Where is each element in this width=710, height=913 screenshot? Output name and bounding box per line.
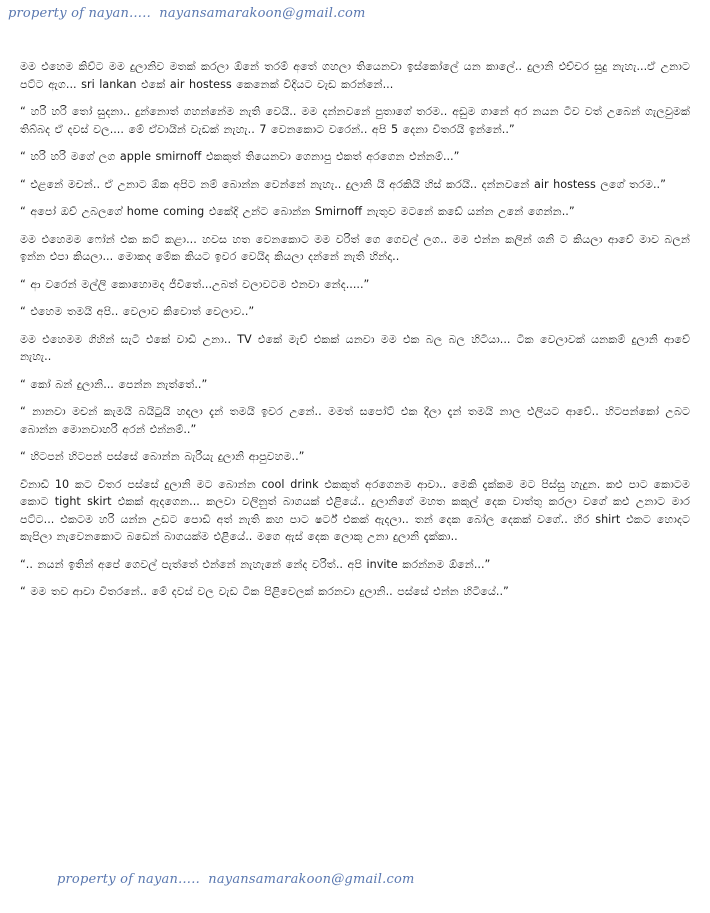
paragraph: “ අපෝ ඔව් උබලගේ home coming එකේදි උන්ට බොන්න Smirnoff නැතුව මටනේ කඩේ යන්න උනේ ගෙන්න..”	[20, 205, 575, 218]
page-header-watermark	[8, 6, 366, 21]
footer-owner-text: property of nayan…..	[57, 872, 200, 887]
paragraph: මම එහෙමම ෆෝන් එක කට් කළා... හවස හත වෙනකොට මම වරිත් ගෙ ගෙවල් ලග.. මම එන්න කලින් ශනි ට කියලා ආවේ මාව බලන් ඉන්න එපා කියලා... මොකද මේක කියට ඉවර වෙයිද කියලා දන්නේ නැති හින්දා..	[20, 232, 690, 263]
paragraph: “ හිටපන් හිටපන් පස්සේ බොන්න බැරියැ දුලානි ආපුවහම..”	[20, 450, 305, 463]
paragraph: “ එළනේ මචන්.. ඒ උනාට ඕක අපිට නම් බොන්න වෙන්නේ නැහැ.. දුලානි යි අරකියි හිස් කරයි.. දන්නවනේ air hostess ලගේ තරම..”	[20, 177, 666, 191]
header-email-text: nayansamarakoon@gmail.com	[159, 6, 366, 21]
page-footer-watermark	[57, 872, 415, 887]
document-body	[20, 36, 690, 611]
paragraph: “ හරි හරි තෝ සුදනා.. දුන්නොත් ගහන්නේම නැති වෙයි.. මම දන්නවනේ පුතාගේ තරම.. අඩුම ගානේ අර නයන ටීව වත් උබෙන් ගැලවුමක් තිබ්බද ඒ දවස් වල.... මේ ඒවායින් වැඩක් නැහැ.. 7 වෙනකොට වරෙන්.. අපි 5 දෙනා විතරයි ඉන්නේ..”	[20, 105, 690, 136]
paragraph: “ ආ වරෙන් මල්ලි කොහොමද ජීවිතේ...උබත් වලාවටම එනවා නේද.....”	[20, 277, 370, 291]
paragraph: විනාඩි 10 කට විතර පස්සේ දුලානි මට බොන්න cool drink එකකුත් අරගෙනම ආවා.. මෙකි දැක්කම මට පිස්සු හැදුන. කළු පාට කොටම කොට tight skirt එකක් ඇදගෙන... කලවා වලිනුත් බාගයක් එළියේ.. දුලානිගේ මහත කකුල් දෙක වාත්තු කරලා වගේ කළු උනාට මාර පට්ට... එකටම හරි යන්න උඩට පොඩි අත් නැති කහ පාට ෂර්ට් එකක් ඇදලා.. තන් දෙක බෝල දෙකක් වගේ.. හිර shirt එකට හොදට කැපිලා නැවෙනකොට බඩෙන් බාගයක්ම එළියේ.. මගෙ ඇස් දෙක ලොකු උනා දුලානි දැක්කා..	[20, 477, 690, 543]
paragraph: “ කෝ බන් දුලානි... පෙන්න නැත්තේ..”	[20, 377, 208, 391]
paragraph: මම එහෙම කිව්ට මම දුලානිව මතක් කරලා ඕනේ තරම් අතේ ගහලා තියෙනවා ඉස්කෝලේ යන කාලේ.. දුලානි එච්චර සුදු නැහැ...ඒ උනාට පට්ට ඇග... sri lankan එකේ air hostess කෙනෙක් විදියට වැඩ කරන්නේ...	[20, 60, 690, 91]
footer-email-text: nayansamarakoon@gmail.com	[208, 872, 415, 887]
paragraph: “ මම තව ආවා විතරනේ.. මේ දවස් වල වැඩ ටික පිළිවෙලක් කරනවා දුලානි.. පස්සේ එන්න හිටියේ..”	[20, 585, 509, 598]
header-owner-text: property of nayan…..	[8, 6, 151, 21]
paragraph: “ හරි හරි මගේ ලග apple smirnoff එකකුත් තියෙනවා ගෙනාපු එකත් අරගෙන එන්නම්...”	[20, 150, 460, 163]
paragraph: “ නානවා මචන් කැමයි බයිටුයි හදලා දැන් තමයි ඉවර උනේ.. මමත් සපෝට් එක දීලා දැන් තමයි නාල එලියට ආවේ.. හිටපන්කෝ උබට බොන්න මොනවාහරි අරන් එන්නම්..”	[20, 405, 690, 436]
paragraph: “.. නයන් ඉතින් අපේ ගෙවල් පැත්තේ එන්නේ නැහැනේ නේද වරිත්.. අපි invite කරන්නම ඕනේ...”	[20, 557, 491, 571]
paragraph: මම එහෙමම ගිහින් සැටි එකේ වාඩි උනා.. TV එකේ මැච් එකක් යනවා මම එක බල බල හිටියා... ටික වෙලාවක් යනකම් දුලානි ආවේ නැහැ..	[20, 332, 690, 363]
paragraph: “ එහෙම තමයි අපි.. වෙලාව කිවොත් වෙලාව..”	[20, 305, 255, 318]
